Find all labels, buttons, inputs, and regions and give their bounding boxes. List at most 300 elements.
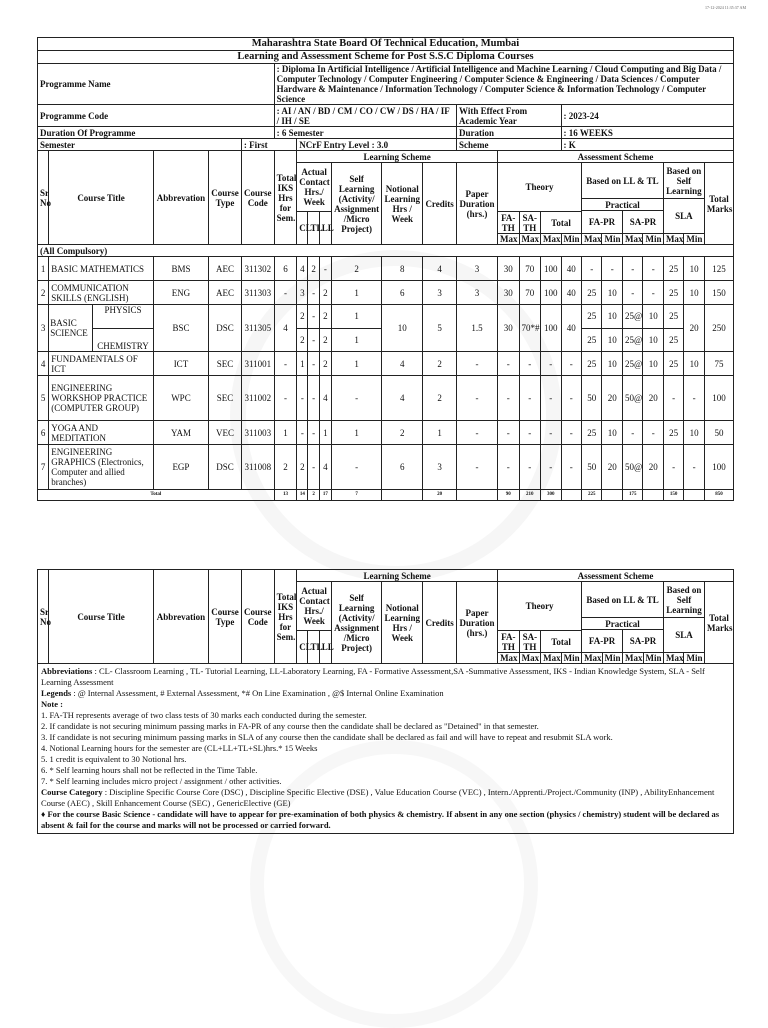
cell-sla-max: 25	[663, 421, 683, 445]
basic-science-note: ♦ For the course Basic Science - candidate will have to appear for pre-examination of both physics & chemistry. If absent in any one section (physics / chemistry) student will be declared as absent & fail for the course and marks will not be processed or carried forward.	[41, 809, 720, 830]
cell-sa-pr-max: -	[622, 281, 642, 305]
header-actual-contact: Actual Contact Hrs./ Week	[297, 582, 332, 631]
header-tl: TL	[308, 631, 319, 664]
note-item: 2. If candidate is not securing minimum passing marks in FA-PR of any course then the candidate shall be declared as "Detained" in that semester.	[41, 721, 539, 731]
header-sa-pr: SA-PR	[622, 211, 663, 234]
cell-fa-pr-min: 10	[602, 352, 622, 376]
cell-total-marks: 50	[704, 421, 733, 445]
cell-ll: 4	[319, 445, 331, 490]
cell-fa-th: 30	[498, 257, 520, 281]
header-credits: Credits	[423, 582, 457, 664]
header-learning-scheme: Learning Scheme	[297, 151, 498, 163]
cell-sr: 1	[38, 257, 49, 281]
totals-row	[38, 490, 734, 501]
cell-sla-min: 10	[684, 281, 704, 305]
cell-sla-min: 10	[684, 421, 704, 445]
header-paper-duration: Paper Duration (hrs.)	[457, 582, 498, 664]
header-max: Max	[541, 234, 561, 245]
total-credits: 20	[423, 490, 457, 501]
cell-fa-th: -	[498, 376, 520, 421]
header-total-iks: Total IKS Hrs for Sem.	[274, 570, 297, 664]
cell-sla-max: 25	[663, 328, 683, 352]
cell-type: SEC	[209, 352, 242, 376]
header-max: Max	[519, 234, 541, 245]
cell-total-marks: 100	[704, 376, 733, 421]
header-learning-scheme: Learning Scheme	[297, 570, 498, 582]
cell-abbr: EGP	[153, 445, 208, 490]
cell-sa-th: 70	[519, 281, 541, 305]
cell-total-marks: 250	[704, 305, 733, 352]
cell-type: AEC	[209, 281, 242, 305]
cell-course-title: FUNDAMENTALS OF ICT	[49, 352, 154, 376]
cell-self: 1	[332, 305, 382, 329]
header-course-code: Course Code	[241, 151, 274, 245]
cell-abbr: WPC	[153, 376, 208, 421]
note-item: 1. FA-TH represents average of two class tests of 30 marks each conducted during the semester.	[41, 710, 367, 720]
cell-sr: 4	[38, 352, 49, 376]
cell-credits: 1	[423, 421, 457, 445]
header-ll: LL	[319, 631, 331, 664]
header-course-title: Course Title	[49, 151, 154, 245]
board-name: Maharashtra State Board Of Technical Education, Mumbai	[38, 38, 734, 51]
cell-course-title: COMMUNICATION SKILLS (ENGLISH)	[49, 281, 154, 305]
header-sla: SLA	[664, 618, 705, 653]
cell-notional: 2	[382, 421, 423, 445]
header-notional-hrs: Notional Learning Hrs / Week	[382, 582, 423, 664]
header-sla: SLA	[663, 199, 704, 234]
header-max: Max	[663, 234, 683, 245]
cell-cl: -	[297, 421, 308, 445]
header-max: Max	[498, 234, 520, 245]
cell-notional: 6	[382, 281, 423, 305]
programme-name-value: : Diploma In Artificial Intelligence / Artificial Intelligence and Machine Learning / Cloud Computing and Big Data / Computer Technology / Computer Engineering / Computer Science & Engineering / Data Sciences / Computer Hardware & Maintenance / Information Technology / Computer Science & Information Technology / Computer Science	[274, 64, 733, 105]
cell-course-title: BASIC SCIENCE	[49, 305, 93, 351]
scheme-value: : K	[561, 139, 733, 151]
scheme-label: Scheme	[457, 139, 562, 151]
header-total-iks: Total IKS Hrs for Sem.	[274, 151, 297, 245]
cell-ll: 1	[319, 421, 331, 445]
cell-total-marks: 150	[704, 281, 733, 305]
cell-type: VEC	[209, 421, 242, 445]
cell-fa-pr-max: 50	[582, 445, 602, 490]
semester-value: : First	[241, 139, 296, 151]
cell-cl: 4	[297, 257, 308, 281]
cell-course-title: ENGINEERING WORKSHOP PRACTICE (COMPUTER GROUP)	[49, 376, 154, 421]
scheme-title: Learning and Assessment Scheme for Post S.S.C Diploma Courses	[38, 51, 734, 64]
cell-sa-pr-min: 20	[643, 376, 663, 421]
header-min: Min	[643, 234, 663, 245]
cell-credits: 3	[423, 281, 457, 305]
cell-abbr: ICT	[153, 352, 208, 376]
cell-total-min: 40	[561, 305, 581, 352]
notes-block	[38, 664, 734, 834]
cell-type: DSC	[209, 305, 242, 352]
cell-fa-pr-min: 10	[602, 328, 622, 352]
cell-fa-pr-max: 50	[582, 376, 602, 421]
cell-fa-pr-min: 10	[602, 305, 622, 329]
header-max: Max	[498, 653, 520, 664]
effect-from-label: With Effect From Academic Year	[457, 105, 562, 127]
cell-sla-min: 20	[684, 305, 704, 352]
header-course-title: Course Title	[49, 570, 154, 664]
cell-sa-th: 70	[519, 257, 541, 281]
cell-total-max: 100	[541, 305, 561, 352]
cell-self: 1	[332, 421, 382, 445]
cell-sa-pr-min: -	[643, 281, 663, 305]
cell-sr: 3	[38, 305, 49, 352]
programme-code-value: : AI / AN / BD / CM / CO / CW / DS / HA / IF / IH / SE	[274, 105, 456, 127]
cell-subject-chemistry: CHEMISTRY	[97, 341, 149, 351]
semester-label: Semester	[38, 139, 242, 151]
cell-fa-pr-min: -	[602, 257, 622, 281]
table-row	[38, 445, 734, 490]
cell-paper: -	[457, 421, 498, 445]
header-fa-pr: FA-PR	[582, 211, 623, 234]
header-notional-hrs: Notional Learning Hrs / Week	[382, 163, 423, 245]
cell-abbr: ENG	[153, 281, 208, 305]
cell-sa-th: -	[519, 376, 541, 421]
header-total-marks: Total Marks	[704, 163, 733, 245]
cell-sa-pr-max: 25@	[622, 352, 642, 376]
cell-notional: 6	[382, 445, 423, 490]
cell-code: 311002	[241, 376, 274, 421]
note-item: 6. * Self learning hours shall not be reflected in the Time Table.	[41, 765, 258, 775]
cell-credits: 4	[423, 257, 457, 281]
cell-tl: -	[308, 305, 319, 329]
cell-type: AEC	[209, 257, 242, 281]
cell-total-marks: 100	[704, 445, 733, 490]
abbreviations-note: Abbreviations : CL- Classroom Learning , TL- Tutorial Learning, LL-Laboratory Learning, FA - Formative Assessment,SA -Summative Assessment, IKS - Indian Knowledge System, SLA - Self Learning Assessment	[41, 666, 705, 687]
cell-sa-pr-min: 10	[643, 328, 663, 352]
cell-type: DSC	[209, 445, 242, 490]
cell-notional: 10	[382, 305, 423, 352]
header-cl: CL	[297, 631, 308, 664]
cell-sa-th: -	[519, 352, 541, 376]
header-based-self: Based on Self Learning	[663, 163, 704, 199]
cell-self: 2	[332, 257, 382, 281]
header-theory-total: Total	[541, 212, 582, 234]
total-label: Total	[38, 490, 275, 501]
table-row	[38, 421, 734, 445]
cell-fa-th: 30	[498, 281, 520, 305]
total-sa-pr-max: 175	[622, 490, 642, 501]
note-item: 4. Notional Learning hours for the semester are (CL+LL+TL+SL)hrs.* 15 Weeks	[41, 743, 318, 753]
cell-sr: 6	[38, 421, 49, 445]
header-tl: TL	[308, 212, 319, 245]
header-max: Max	[582, 653, 602, 664]
cell-tl: -	[308, 281, 319, 305]
header-theory: Theory	[498, 163, 582, 212]
total-sa-th: 210	[519, 490, 541, 501]
cell-cl: 1	[297, 352, 308, 376]
cell-ll: 2	[319, 352, 331, 376]
header-based-self: Based on Self Learning	[664, 582, 705, 618]
header-max: Max	[664, 653, 684, 664]
cell-total-max: -	[541, 376, 561, 421]
cell-paper: -	[457, 352, 498, 376]
cell-sla-min: 10	[684, 257, 704, 281]
table-row	[38, 352, 734, 376]
programme-name-label: Programme Name	[38, 64, 275, 105]
cell-paper: 3	[457, 257, 498, 281]
cell-iks: -	[274, 352, 297, 376]
cell-sa-pr-max: 25@	[622, 305, 642, 329]
legends-note: Legends : @ Internal Assessment, # External Assessment, *# On Line Examination , @$ Internal Online Examination	[41, 688, 444, 698]
cell-tl: -	[308, 445, 319, 490]
cell-ll: 2	[319, 281, 331, 305]
cell-total-min: -	[561, 421, 581, 445]
cell-sa-th: -	[519, 421, 541, 445]
cell-total-min: -	[561, 352, 581, 376]
note-item: 5. 1 credit is equivalent to 30 Notional hrs.	[41, 754, 187, 764]
cell-sla-max: 25	[663, 305, 683, 329]
cell-iks: -	[274, 376, 297, 421]
cell-fa-th: -	[498, 445, 520, 490]
cell-total-min: 40	[561, 281, 581, 305]
header-min: Min	[684, 234, 704, 245]
header-assessment-scheme: Assessment Scheme	[498, 151, 734, 163]
cell-total-max: -	[541, 352, 561, 376]
ncrf-level: NCrF Entry Level : 3.0	[297, 139, 457, 151]
cell-paper: 3	[457, 281, 498, 305]
header-course-type: Course Type	[209, 570, 242, 664]
cell-paper: 1.5	[457, 305, 498, 352]
group-label: (All Compulsory)	[38, 245, 734, 257]
header-sa-pr: SA-PR	[623, 630, 664, 653]
cell-notional: 8	[382, 257, 423, 281]
cell-paper: -	[457, 445, 498, 490]
programme-code-label: Programme Code	[38, 105, 275, 127]
header-sa-th: SA-TH	[519, 212, 541, 234]
header-max: Max	[582, 234, 602, 245]
cell-abbr: YAM	[153, 421, 208, 445]
cell-fa-pr-max: 25	[582, 352, 602, 376]
header-theory: Theory	[498, 582, 582, 631]
cell-sr: 5	[38, 376, 49, 421]
header-max: Max	[541, 653, 561, 664]
cell-fa-th: -	[498, 421, 520, 445]
cell-iks: -	[274, 281, 297, 305]
cell-sla-min: -	[684, 445, 704, 490]
total-fa-pr-max: 225	[582, 490, 602, 501]
duration-value: : 16 WEEKS	[561, 127, 733, 139]
cell-total-marks: 125	[704, 257, 733, 281]
header-based-ll-tl: Based on LL & TL	[582, 163, 664, 199]
cell-sa-pr-min: 20	[643, 445, 663, 490]
cell-fa-pr-max: 25	[582, 305, 602, 329]
cell-fa-th: 30	[498, 305, 520, 352]
header-course-type: Course Type	[209, 151, 242, 245]
cell-code: 311003	[241, 421, 274, 445]
print-timestamp: 17-12-2024 11:35:37 AM	[705, 5, 746, 10]
cell-fa-pr-min: 20	[602, 376, 622, 421]
cell-sa-pr-max: 50@	[622, 445, 642, 490]
header-practical: Practical	[582, 618, 664, 630]
header-min: Min	[602, 234, 622, 245]
cell-ll: 2	[319, 305, 331, 329]
cell-ll: 2	[319, 328, 331, 352]
cell-self: -	[332, 445, 382, 490]
table-row	[38, 376, 734, 421]
total-fa-th: 90	[498, 490, 520, 501]
header-self-learning: Self Learning (Activity/ Assignment /Micro Project)	[332, 582, 382, 664]
cell-sa-pr-min: 10	[643, 352, 663, 376]
cell-cl: 2	[297, 328, 308, 352]
cell-self: -	[332, 376, 382, 421]
cell-course-title: BASIC MATHEMATICS	[49, 257, 154, 281]
cell-self: 1	[332, 352, 382, 376]
cell-cl: 2	[297, 305, 308, 329]
note-heading: Note :	[41, 699, 63, 709]
scheme-table	[37, 37, 734, 501]
cell-iks: 2	[274, 445, 297, 490]
total-self: 7	[332, 490, 382, 501]
header-min: Min	[602, 653, 622, 664]
header-max: Max	[519, 653, 541, 664]
header-course-code: Course Code	[241, 570, 274, 664]
cell-tl: -	[308, 376, 319, 421]
cell-sla-min: -	[684, 376, 704, 421]
cell-sa-pr-min: 10	[643, 305, 663, 329]
cell-sr: 2	[38, 281, 49, 305]
cell-fa-pr-max: 25	[582, 281, 602, 305]
cell-iks: 1	[274, 421, 297, 445]
cell-course-title: YOGA AND MEDITATION	[49, 421, 154, 445]
header-practical: Practical	[582, 199, 664, 211]
cell-fa-pr-min: 10	[602, 421, 622, 445]
cell-fa-pr-min: 10	[602, 281, 622, 305]
total-theory-max: 300	[541, 490, 561, 501]
cell-fa-pr-max: 25	[582, 328, 602, 352]
cell-sr: 7	[38, 445, 49, 490]
cell-sla-max: -	[663, 445, 683, 490]
cell-total-max: -	[541, 445, 561, 490]
note-item: 7. * Self learning includes micro project / assignment / other activities.	[41, 776, 282, 786]
cell-notional: 4	[382, 352, 423, 376]
header-abbreviation: Abbrevation	[153, 570, 208, 664]
cell-sla-max: 25	[663, 281, 683, 305]
header-sr-no: Sr No	[38, 570, 49, 664]
header-sa-th: SA-TH	[519, 631, 541, 653]
cell-total-min: -	[561, 376, 581, 421]
cell-credits: 2	[423, 376, 457, 421]
cell-course-title: ENGINEERING GRAPHICS (Electronics, Computer and allied branches)	[49, 445, 154, 490]
cell-sla-min: 10	[684, 352, 704, 376]
cell-credits: 2	[423, 352, 457, 376]
cell-total-min: -	[561, 445, 581, 490]
total-tl: 2	[308, 490, 319, 501]
cell-total-marks: 75	[704, 352, 733, 376]
cell-notional: 4	[382, 376, 423, 421]
cell-fa-pr-max: -	[582, 257, 602, 281]
header-total-marks: Total Marks	[704, 582, 733, 664]
header-assessment-scheme: Assessment Scheme	[498, 570, 734, 582]
cell-sa-pr-max: 50@	[622, 376, 642, 421]
header-fa-th: FA-TH	[498, 212, 520, 234]
header-credits: Credits	[423, 163, 457, 245]
cell-credits: 3	[423, 445, 457, 490]
header-theory-total: Total	[541, 631, 582, 653]
duration-label: Duration	[457, 127, 562, 139]
cell-total-max: 100	[541, 281, 561, 305]
cell-sa-pr-max: -	[622, 421, 642, 445]
cell-sa-pr-min: -	[643, 421, 663, 445]
cell-sa-th: -	[519, 445, 541, 490]
cell-ll: -	[319, 257, 331, 281]
cell-sla-max: 25	[663, 257, 683, 281]
header-min: Min	[684, 653, 704, 664]
cell-sa-th: 70*#	[519, 305, 541, 352]
cell-tl: -	[308, 352, 319, 376]
header-min: Min	[561, 234, 581, 245]
cell-fa-th: -	[498, 352, 520, 376]
legend-table	[37, 569, 734, 834]
cell-sa-pr-min: -	[643, 257, 663, 281]
table-row	[38, 257, 734, 281]
cell-sla-max: -	[663, 376, 683, 421]
cell-paper: -	[457, 376, 498, 421]
header-abbreviation: Abbrevation	[153, 151, 208, 245]
header-min: Min	[643, 653, 663, 664]
header-actual-contact: Actual Contact Hrs./ Week	[297, 163, 332, 212]
header-self-learning: Self Learning (Activity/ Assignment /Micro Project)	[332, 163, 382, 245]
cell-code: 311008	[241, 445, 274, 490]
total-cl: 14	[297, 490, 308, 501]
note-item: 3. If candidate is not securing minimum passing marks in SLA of any course then the candidate shall be declared as fail and will have to repeat and resubmit SLA work.	[41, 732, 613, 742]
duration-programme-value: : 6 Semester	[274, 127, 456, 139]
header-fa-th: FA-TH	[498, 631, 520, 653]
header-max: Max	[622, 234, 642, 245]
cell-cl: -	[297, 376, 308, 421]
total-marks: 850	[704, 490, 733, 501]
header-max: Max	[623, 653, 643, 664]
cell-abbr: BSC	[153, 305, 208, 352]
cell-subject-physics: PHYSICS	[93, 305, 153, 329]
cell-sa-pr-max: -	[622, 257, 642, 281]
total-sla-max: 150	[663, 490, 683, 501]
cell-iks: 4	[274, 305, 297, 352]
cell-cl: 3	[297, 281, 308, 305]
cell-fa-pr-min: 20	[602, 445, 622, 490]
cell-sla-max: 25	[663, 352, 683, 376]
effect-from-value: : 2023-24	[561, 105, 733, 127]
cell-fa-pr-max: 25	[582, 421, 602, 445]
header-fa-pr: FA-PR	[582, 630, 623, 653]
total-ll: 17	[319, 490, 331, 501]
cell-code: 311302	[241, 257, 274, 281]
cell-code: 311305	[241, 305, 274, 352]
cell-total-max: 100	[541, 257, 561, 281]
cell-code: 311001	[241, 352, 274, 376]
cell-total-max: -	[541, 421, 561, 445]
cell-total-min: 40	[561, 257, 581, 281]
header-sr-no: Sr No	[38, 151, 49, 245]
total-iks: 13	[274, 490, 297, 501]
cell-self: 1	[332, 281, 382, 305]
cell-credits: 5	[423, 305, 457, 352]
header-paper-duration: Paper Duration (hrs.)	[457, 163, 498, 245]
cell-iks: 6	[274, 257, 297, 281]
header-cl: CL	[297, 212, 308, 245]
course-category-note: Course Category : Discipline Specific Course Core (DSC) , Discipline Specific Elective (DSE) , Value Education Course (VEC) , Intern./Apprenti./Project./Community (INP) , AbilityEnhancement Course (AEC) , Skill Enhancement Course (SEC) , GenericElective (GE)	[41, 787, 715, 808]
table-row	[38, 305, 734, 329]
cell-cl: 2	[297, 445, 308, 490]
cell-sa-pr-max: 25@	[622, 328, 642, 352]
table-row	[38, 281, 734, 305]
header-ll: LL	[319, 212, 331, 245]
header-based-ll-tl: Based on LL & TL	[582, 582, 664, 618]
cell-tl: -	[308, 328, 319, 352]
